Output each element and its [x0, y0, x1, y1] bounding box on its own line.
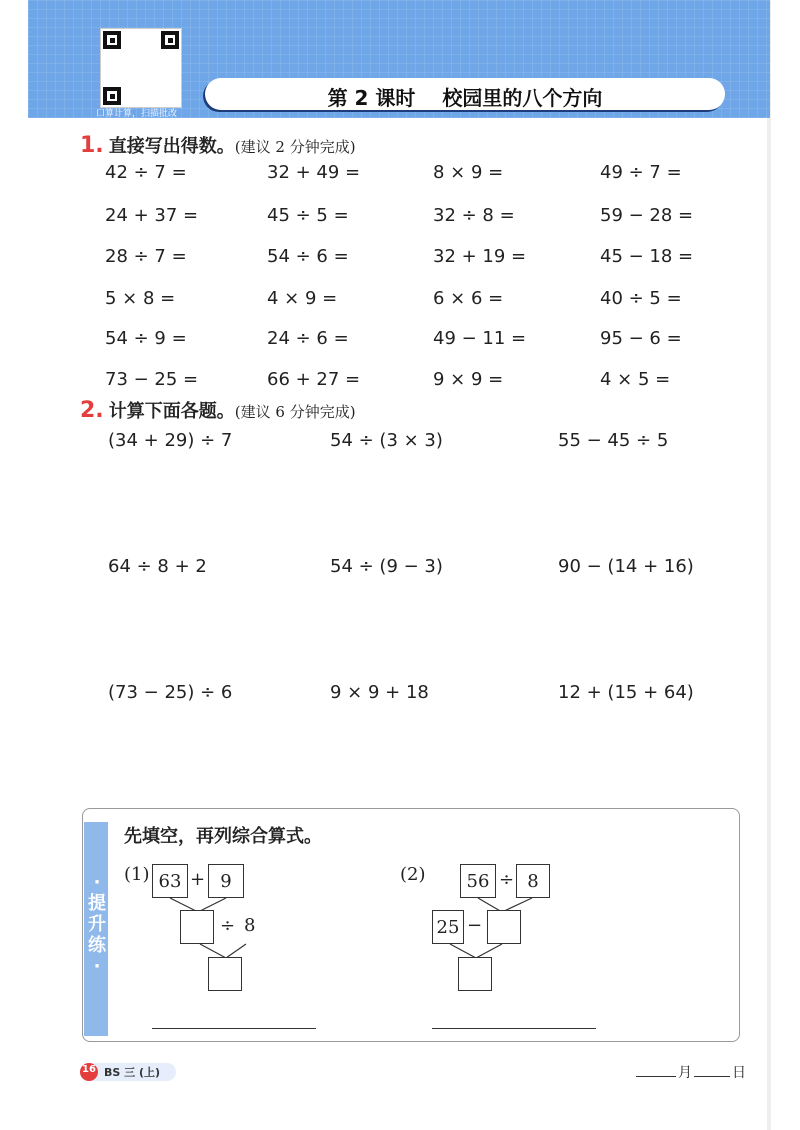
oral-calc-item: 28 ÷ 7 =: [105, 246, 187, 267]
extension-instruction: 先填空，再列综合算式。: [124, 826, 322, 847]
oral-calc-item: 73 − 25 =: [105, 369, 199, 390]
oral-calc-item: 49 ÷ 7 =: [600, 162, 682, 183]
written-calc-item: 9 × 9 + 18: [330, 682, 429, 703]
page-number: 16: [82, 1064, 96, 1075]
oral-calc-item: 24 + 37 =: [105, 205, 199, 226]
written-calc-item: 90 − (14 + 16): [558, 556, 694, 577]
oral-calc-item: 32 + 19 =: [433, 246, 527, 267]
extension-label: ·提升练·: [88, 872, 106, 977]
section-title: 计算下面各题。: [108, 401, 235, 422]
oral-calc-item: 42 ÷ 7 =: [105, 162, 187, 183]
number: 8: [244, 915, 256, 936]
edition-label: BS 三 (上): [104, 1066, 161, 1079]
oral-calc-item: 4 × 5 =: [600, 369, 671, 390]
page-edge: [767, 0, 771, 1130]
oral-calc-item: 24 ÷ 6 =: [267, 328, 349, 349]
page-title: 第 2 课时 校园里的八个方向: [327, 86, 603, 110]
answer-line[interactable]: [432, 1028, 596, 1029]
oral-calc-item: 40 ÷ 5 =: [600, 288, 682, 309]
answer-box[interactable]: [458, 957, 492, 991]
problem-2-label: (2): [400, 864, 426, 885]
written-calc-item: 55 − 45 ÷ 5: [558, 430, 669, 451]
number-box: 63: [152, 864, 188, 898]
oral-calc-item: 8 × 9 =: [433, 162, 504, 183]
oral-calc-item: 59 − 28 =: [600, 205, 694, 226]
section-number: 2.: [80, 398, 104, 423]
oral-calc-item: 95 − 6 =: [600, 328, 682, 349]
oral-calc-item: 45 − 18 =: [600, 246, 694, 267]
qr-code-icon[interactable]: [100, 28, 182, 108]
oral-calc-item: 5 × 8 =: [105, 288, 176, 309]
month-label: 月: [678, 1065, 692, 1081]
oral-calc-item: 9 × 9 =: [433, 369, 504, 390]
number-box: 8: [516, 864, 550, 898]
section-note: (建议 2 分钟完成): [234, 138, 356, 156]
number-box: 56: [460, 864, 496, 898]
written-calc-item: 64 ÷ 8 + 2: [108, 556, 207, 577]
oral-calc-item: 32 ÷ 8 =: [433, 205, 515, 226]
operator: +: [190, 869, 206, 890]
oral-calc-item: 32 + 49 =: [267, 162, 361, 183]
section-2-heading: [80, 397, 356, 423]
operator: ÷: [220, 915, 236, 936]
oral-calc-item: 54 ÷ 6 =: [267, 246, 349, 267]
written-calc-item: 54 ÷ (9 − 3): [330, 556, 443, 577]
number-box: 25: [432, 910, 464, 944]
section-note: (建议 6 分钟完成): [234, 403, 356, 421]
qr-caption: 口算计算，扫描批改: [96, 109, 178, 119]
oral-calc-item: 54 ÷ 9 =: [105, 328, 187, 349]
section-title: 直接写出得数。: [108, 136, 235, 157]
oral-calc-item: 6 × 6 =: [433, 288, 504, 309]
problem-1-label: (1): [124, 864, 150, 885]
answer-box[interactable]: [487, 910, 521, 944]
day-blank[interactable]: [694, 1076, 730, 1077]
day-label: 日: [732, 1065, 746, 1081]
oral-calc-item: 45 ÷ 5 =: [267, 205, 349, 226]
answer-line[interactable]: [152, 1028, 316, 1029]
section-number: 1.: [80, 133, 104, 158]
section-1-heading: [80, 132, 356, 158]
written-calc-item: (73 − 25) ÷ 6: [108, 682, 233, 703]
number-box: 9: [208, 864, 244, 898]
answer-box[interactable]: [208, 957, 242, 991]
written-calc-item: 12 + (15 + 64): [558, 682, 694, 703]
month-blank[interactable]: [636, 1076, 676, 1077]
oral-calc-item: 66 + 27 =: [267, 369, 361, 390]
operator: ÷: [499, 869, 515, 890]
oral-calc-item: 4 × 9 =: [267, 288, 338, 309]
operator: −: [467, 915, 483, 936]
answer-box[interactable]: [180, 910, 214, 944]
written-calc-item: (34 + 29) ÷ 7: [108, 430, 233, 451]
oral-calc-item: 49 − 11 =: [433, 328, 527, 349]
written-calc-item: 54 ÷ (3 × 3): [330, 430, 443, 451]
